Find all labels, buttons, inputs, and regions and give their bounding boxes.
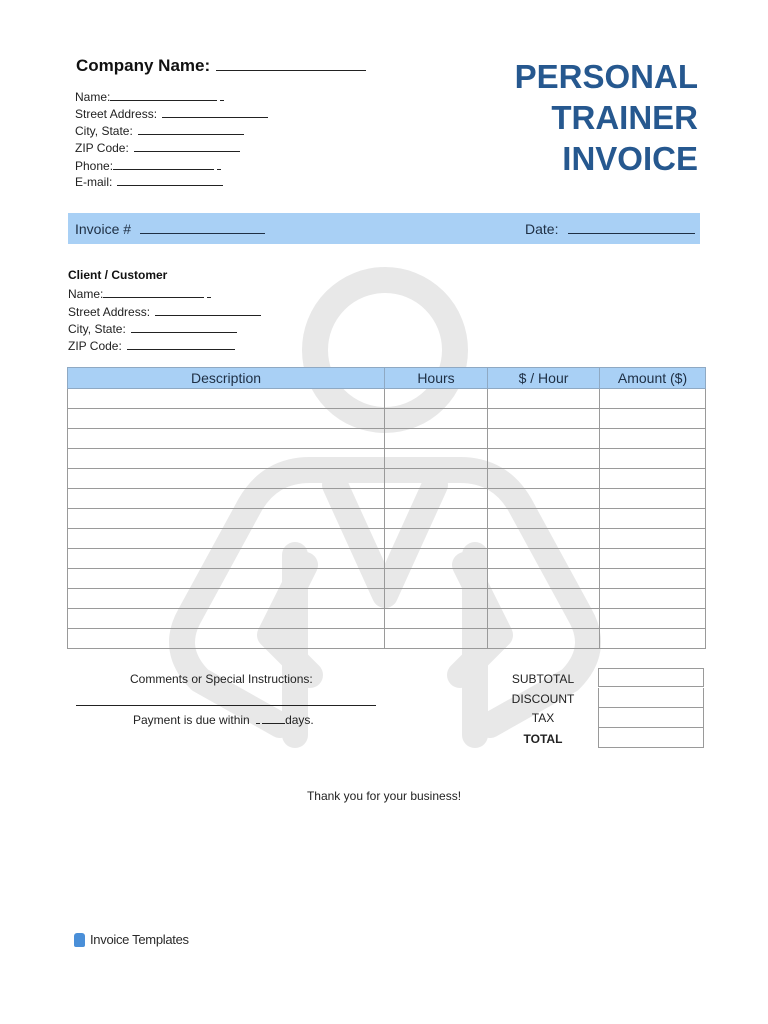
rate-cell[interactable] [488,469,600,489]
rate-header: $ / Hour [488,368,600,389]
hours-header: Hours [385,368,488,389]
footer-brand-text: Invoice Templates [90,932,189,947]
hours-cell[interactable] [385,509,488,529]
footer-brand [74,932,189,947]
amount-header: Amount ($) [600,368,706,389]
table-header-row [68,368,706,389]
rate-cell[interactable] [488,589,600,609]
client-city-line[interactable] [131,321,237,333]
sender-zip-label: ZIP Code: [75,141,129,155]
company-name-line[interactable] [216,56,366,71]
hours-cell[interactable] [385,449,488,469]
sender-city-label: City, State: [75,124,133,138]
subtotal-field[interactable] [598,668,704,687]
sender-street-label: Street Address: [75,107,158,121]
table-row [68,429,706,449]
hours-cell[interactable] [385,529,488,549]
client-name-label: Name: [68,287,104,301]
invoice-number-bar [68,213,700,244]
amount-cell[interactable] [600,389,706,409]
rate-cell[interactable] [488,429,600,449]
client-street-label: Street Address: [68,305,151,319]
invoice-date-field[interactable] [525,221,695,237]
description-cell[interactable] [68,409,385,429]
payment-days-line-lead [256,712,260,724]
client-street-line[interactable] [155,304,261,316]
discount-field[interactable] [598,688,704,708]
discount-label: DISCOUNT [511,692,575,706]
client-zip-label: ZIP Code: [68,339,122,353]
table-row [68,449,706,469]
sender-phone-label: Phone: [75,159,114,173]
client-name-field[interactable] [68,286,211,301]
description-cell[interactable] [68,589,385,609]
rate-cell[interactable] [488,509,600,529]
amount-cell[interactable] [600,569,706,589]
sender-phone-line[interactable] [113,158,214,170]
table-row [68,389,706,409]
client-name-line[interactable] [103,286,204,298]
amount-cell[interactable] [600,469,706,489]
hours-cell[interactable] [385,569,488,589]
client-street-field[interactable] [68,304,261,319]
comments-label: Comments or Special Instructions: [130,672,313,686]
hours-cell[interactable] [385,389,488,409]
hours-cell[interactable] [385,489,488,509]
table-row [68,569,706,589]
description-cell[interactable] [68,529,385,549]
rate-cell[interactable] [488,549,600,569]
client-city-field[interactable] [68,321,237,336]
rate-cell[interactable] [488,629,600,649]
title-line-1: PERSONAL [514,58,698,95]
invoice-number-field[interactable] [75,221,265,237]
rate-cell[interactable] [488,449,600,469]
amount-cell[interactable] [600,589,706,609]
description-cell[interactable] [68,489,385,509]
rate-cell[interactable] [488,489,600,509]
payment-due-suffix: days. [285,713,314,727]
sender-name-line[interactable] [110,89,217,101]
description-cell[interactable] [68,629,385,649]
amount-cell[interactable] [600,609,706,629]
thank-you-note: Thank you for your business! [306,789,462,803]
sender-zip-field[interactable] [75,140,240,155]
client-zip-line[interactable] [127,338,235,350]
rate-cell[interactable] [488,609,600,629]
description-cell[interactable] [68,449,385,469]
description-cell[interactable] [68,429,385,449]
amount-cell[interactable] [600,429,706,449]
table-row [68,489,706,509]
description-cell[interactable] [68,469,385,489]
amount-cell[interactable] [600,549,706,569]
description-cell[interactable] [68,569,385,589]
sender-zip-line[interactable] [134,140,240,152]
invoice-title [515,56,698,179]
table-row [68,629,706,649]
sender-email-field[interactable] [75,174,223,189]
amount-cell[interactable] [600,529,706,549]
payment-due-text [133,712,314,727]
amount-cell[interactable] [600,409,706,429]
comments-input-line[interactable] [76,705,376,706]
table-row [68,529,706,549]
rate-cell[interactable] [488,389,600,409]
client-name-line-tail [207,286,211,298]
sender-email-label: E-mail: [75,175,113,189]
tax-field[interactable] [598,708,704,728]
invoice-number-line[interactable] [140,222,265,234]
table-row [68,609,706,629]
rate-cell[interactable] [488,529,600,549]
hours-cell[interactable] [385,469,488,489]
sender-phone-line-tail [217,158,221,170]
sender-city-field[interactable] [75,123,244,138]
amount-cell[interactable] [600,629,706,649]
sender-street-line[interactable] [162,106,268,118]
company-name-label: Company Name: [76,56,211,75]
table-row [68,469,706,489]
subtotal-label: SUBTOTAL [511,672,575,686]
description-cell[interactable] [68,389,385,409]
invoice-date-line[interactable] [568,222,695,234]
table-row [68,589,706,609]
invoice-date-label: Date: [525,221,559,237]
client-zip-field[interactable] [68,338,235,353]
sender-name-field[interactable] [75,89,224,104]
hours-cell[interactable] [385,429,488,449]
table-row [68,409,706,429]
invoice-number-label: Invoice # [75,221,132,237]
invoice-templates-logo-icon [74,933,85,947]
rate-cell[interactable] [488,409,600,429]
description-cell[interactable] [68,609,385,629]
total-label: TOTAL [523,732,563,746]
table-row [68,509,706,529]
company-name-field[interactable] [76,56,366,76]
sender-city-line[interactable] [138,123,244,135]
amount-cell[interactable] [600,489,706,509]
rate-cell[interactable] [488,569,600,589]
hours-cell[interactable] [385,549,488,569]
title-line-3: INVOICE [562,140,698,177]
amount-cell[interactable] [600,509,706,529]
payment-days-line[interactable] [262,712,285,724]
description-cell[interactable] [68,549,385,569]
sender-name-label: Name: [75,90,111,104]
table-row [68,549,706,569]
sender-name-line-tail [220,89,224,101]
tax-label: TAX [531,711,555,725]
hours-cell[interactable] [385,629,488,649]
client-heading: Client / Customer [68,268,168,282]
total-field[interactable] [598,728,704,748]
payment-due-prefix: Payment is due within [133,713,250,727]
description-cell[interactable] [68,509,385,529]
title-line-2: TRAINER [551,99,698,136]
line-items-table [67,367,706,649]
client-city-label: City, State: [68,322,126,336]
sender-street-field[interactable] [75,106,268,121]
table-body [68,389,706,649]
sender-phone-field[interactable] [75,158,221,173]
hours-cell[interactable] [385,409,488,429]
amount-cell[interactable] [600,449,706,469]
description-header: Description [68,368,385,389]
hours-cell[interactable] [385,609,488,629]
hours-cell[interactable] [385,589,488,609]
sender-email-line[interactable] [117,174,223,186]
